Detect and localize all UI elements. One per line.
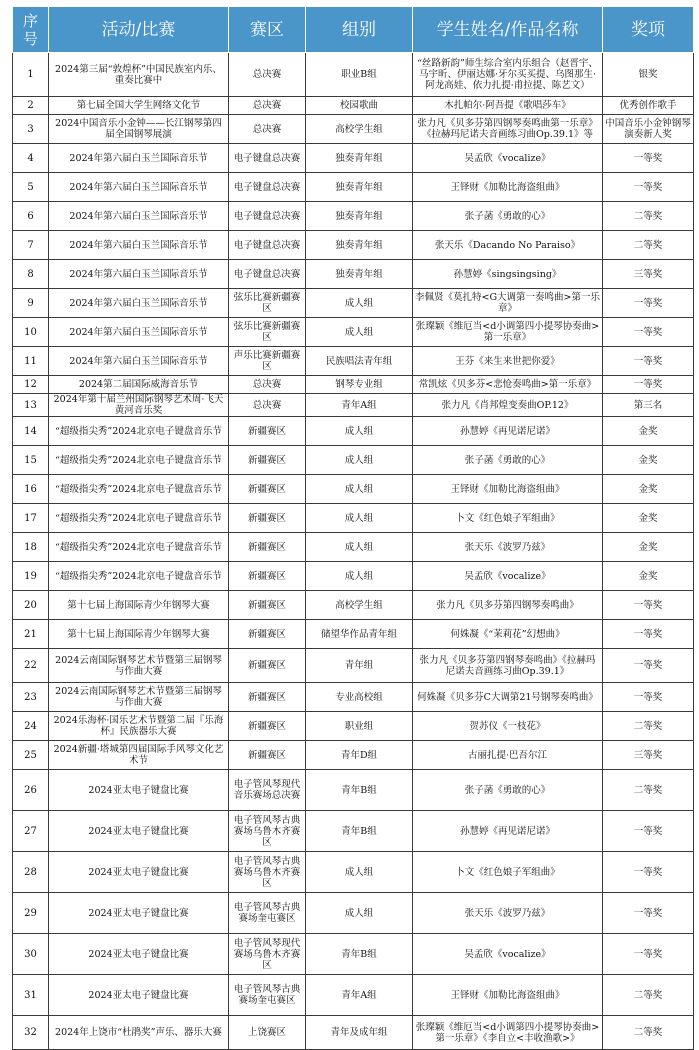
cell-group: 钢琴专业组 bbox=[306, 376, 413, 394]
cell-award: 一等奖 bbox=[603, 934, 694, 975]
cell-region: 新疆赛区 bbox=[229, 504, 306, 533]
cell-region: 新疆赛区 bbox=[229, 620, 306, 649]
table-row bbox=[13, 417, 694, 446]
cell-group: 高校学生组 bbox=[306, 115, 413, 144]
cell-no: 17 bbox=[13, 504, 49, 533]
header-row bbox=[13, 7, 694, 53]
table-row bbox=[13, 260, 694, 289]
cell-group: 职业组 bbox=[306, 712, 413, 741]
cell-event: 2024云南国际钢琴艺术节暨第三届钢琴与作曲大赛 bbox=[49, 649, 229, 683]
cell-no: 10 bbox=[13, 318, 49, 347]
cell-award: 三等奖 bbox=[603, 260, 694, 289]
cell-group: 成人组 bbox=[306, 318, 413, 347]
table-row bbox=[13, 712, 694, 741]
cell-region: 上饶赛区 bbox=[229, 1016, 306, 1050]
cell-event: 2024乐海杯·国乐艺术节暨第二届『乐海杯』民族器乐大赛 bbox=[49, 712, 229, 741]
cell-no: 14 bbox=[13, 417, 49, 446]
table-row bbox=[13, 852, 694, 893]
cell-no: 15 bbox=[13, 446, 49, 475]
cell-region: 总决赛 bbox=[229, 97, 306, 115]
cell-award: 中国音乐小金钟钢琴演奏新人奖 bbox=[603, 115, 694, 144]
cell-event: 2024亚太电子键盘比赛 bbox=[49, 934, 229, 975]
cell-group: 独奏青年组 bbox=[306, 260, 413, 289]
cell-work: 卜文《红色娘子军组曲》 bbox=[413, 852, 603, 893]
cell-group: 青年及成年组 bbox=[306, 1016, 413, 1050]
cell-award: 一等奖 bbox=[603, 289, 694, 318]
cell-event: 第七届全国大学生网络文化节 bbox=[49, 97, 229, 115]
cell-work: 张子菡《勇敢的心》 bbox=[413, 770, 603, 811]
cell-award: 第三名 bbox=[603, 394, 694, 417]
cell-work: 何姝凝《“茉莉花”幻想曲》 bbox=[413, 620, 603, 649]
cell-work: 孙慧婷《再见诺尼诺》 bbox=[413, 811, 603, 852]
cell-region: 电子管风琴古典赛场奎屯赛区 bbox=[229, 893, 306, 934]
table-row bbox=[13, 934, 694, 975]
cell-award: 一等奖 bbox=[603, 683, 694, 712]
cell-event: 2024亚太电子键盘比赛 bbox=[49, 893, 229, 934]
cell-region: 电子管风琴古典赛场乌鲁木齐赛区 bbox=[229, 811, 306, 852]
cell-work: 张天乐《波罗乃兹》 bbox=[413, 893, 603, 934]
cell-region: 总决赛 bbox=[229, 53, 306, 97]
cell-work: 张力凡《贝多芬第四钢琴奏鸣曲》 bbox=[413, 591, 603, 620]
cell-award: 一等奖 bbox=[603, 811, 694, 852]
cell-group: 青年组 bbox=[306, 649, 413, 683]
cell-region: 总决赛 bbox=[229, 115, 306, 144]
cell-region: 弦乐比赛新疆赛区 bbox=[229, 289, 306, 318]
cell-region: 新疆赛区 bbox=[229, 446, 306, 475]
cell-no: 20 bbox=[13, 591, 49, 620]
cell-work: 张璨颖《维厄当<d小调第四小提琴协奏曲>第一乐章》 bbox=[413, 318, 603, 347]
cell-award: 一等奖 bbox=[603, 852, 694, 893]
cell-no: 21 bbox=[13, 620, 49, 649]
awards-table bbox=[12, 6, 694, 1050]
header-group: 组别 bbox=[306, 7, 413, 53]
cell-work: 王铎财《加勒比海盗组曲》 bbox=[413, 173, 603, 202]
cell-no: 25 bbox=[13, 741, 49, 770]
cell-event: 2024年上饶市“杜鹃奖”声乐、器乐大赛 bbox=[49, 1016, 229, 1050]
cell-no: 23 bbox=[13, 683, 49, 712]
cell-event: 2024年第六届白玉兰国际音乐节 bbox=[49, 318, 229, 347]
cell-event: “超级指尖秀”2024北京电子键盘音乐节 bbox=[49, 417, 229, 446]
cell-group: 成人组 bbox=[306, 533, 413, 562]
table-row bbox=[13, 173, 694, 202]
cell-award: 金奖 bbox=[603, 446, 694, 475]
cell-work: 孙慧婷《再见诺尼诺》 bbox=[413, 417, 603, 446]
cell-award: 优秀创作歌手 bbox=[603, 97, 694, 115]
cell-award: 一等奖 bbox=[603, 347, 694, 376]
cell-no: 31 bbox=[13, 975, 49, 1016]
cell-no: 29 bbox=[13, 893, 49, 934]
cell-work: 李佩贤《莫扎特<G大调第一奏鸣曲>第一乐章》 bbox=[413, 289, 603, 318]
table-row bbox=[13, 144, 694, 173]
cell-region: 新疆赛区 bbox=[229, 683, 306, 712]
cell-event: 2024年第六届白玉兰国际音乐节 bbox=[49, 260, 229, 289]
cell-region: 新疆赛区 bbox=[229, 533, 306, 562]
awards-table-container bbox=[12, 6, 693, 1050]
table-row bbox=[13, 741, 694, 770]
table-row bbox=[13, 53, 694, 97]
cell-group: 成人组 bbox=[306, 475, 413, 504]
cell-event: “超级指尖秀”2024北京电子键盘音乐节 bbox=[49, 533, 229, 562]
cell-no: 24 bbox=[13, 712, 49, 741]
table-row bbox=[13, 231, 694, 260]
cell-award: 金奖 bbox=[603, 417, 694, 446]
cell-no: 30 bbox=[13, 934, 49, 975]
cell-region: 电子键盘总决赛 bbox=[229, 144, 306, 173]
header-region: 赛区 bbox=[229, 7, 306, 53]
cell-work: 贺苏仪《一枝花》 bbox=[413, 712, 603, 741]
awards-table-body bbox=[13, 53, 694, 1050]
table-row bbox=[13, 376, 694, 394]
cell-region: 电子管风琴现代赛场乌鲁木齐赛区 bbox=[229, 934, 306, 975]
cell-group: 青年A组 bbox=[306, 394, 413, 417]
cell-region: 新疆赛区 bbox=[229, 417, 306, 446]
cell-work: 张力凡《贝多芬第四钢琴奏鸣曲》《拉赫玛尼诺夫音画练习曲Op.39.1》 bbox=[413, 649, 603, 683]
cell-region: 新疆赛区 bbox=[229, 562, 306, 591]
header-no bbox=[13, 7, 49, 53]
cell-award: 二等奖 bbox=[603, 712, 694, 741]
header-work: 学生姓名/作品名称 bbox=[413, 7, 603, 53]
cell-group: 青年B组 bbox=[306, 811, 413, 852]
cell-event: 2024第三届“敦煌杯”中国民族室内乐、重奏比赛中 bbox=[49, 53, 229, 97]
table-row bbox=[13, 504, 694, 533]
cell-no: 6 bbox=[13, 202, 49, 231]
cell-work: 王铎财《加勒比海盗组曲》 bbox=[413, 975, 603, 1016]
cell-group: 民族唱法青年组 bbox=[306, 347, 413, 376]
cell-group: 独奏青年组 bbox=[306, 231, 413, 260]
cell-work: 吴孟欣《vocalize》 bbox=[413, 144, 603, 173]
cell-no: 12 bbox=[13, 376, 49, 394]
table-row bbox=[13, 562, 694, 591]
cell-region: 新疆赛区 bbox=[229, 591, 306, 620]
cell-award: 二等奖 bbox=[603, 231, 694, 260]
cell-region: 新疆赛区 bbox=[229, 475, 306, 504]
cell-work: 王芬《来生来世把你爱》 bbox=[413, 347, 603, 376]
cell-no: 3 bbox=[13, 115, 49, 144]
table-row bbox=[13, 591, 694, 620]
cell-event: 2024亚太电子键盘比赛 bbox=[49, 975, 229, 1016]
cell-group: 成人组 bbox=[306, 562, 413, 591]
cell-no: 28 bbox=[13, 852, 49, 893]
cell-group: 青年D组 bbox=[306, 741, 413, 770]
cell-group: 成人组 bbox=[306, 504, 413, 533]
cell-award: 金奖 bbox=[603, 475, 694, 504]
cell-group: 高校学生组 bbox=[306, 591, 413, 620]
cell-event: 2024亚太电子键盘比赛 bbox=[49, 852, 229, 893]
cell-region: 声乐比赛新疆赛区 bbox=[229, 347, 306, 376]
table-row bbox=[13, 683, 694, 712]
table-row bbox=[13, 97, 694, 115]
cell-event: 2024年第六届白玉兰国际音乐节 bbox=[49, 202, 229, 231]
cell-work: 张子菡《勇敢的心》 bbox=[413, 202, 603, 231]
cell-no: 16 bbox=[13, 475, 49, 504]
cell-work: 常凯炫《贝多芬<悲怆奏鸣曲>第一乐章》 bbox=[413, 376, 603, 394]
table-row bbox=[13, 1016, 694, 1050]
cell-group: 独奏青年组 bbox=[306, 173, 413, 202]
cell-event: 2024第二届国际威海音乐节 bbox=[49, 376, 229, 394]
cell-no: 1 bbox=[13, 53, 49, 97]
cell-work: 张天乐《Dacando No Paraiso》 bbox=[413, 231, 603, 260]
table-row bbox=[13, 446, 694, 475]
table-row bbox=[13, 289, 694, 318]
cell-work: 吴孟欣《vocalize》 bbox=[413, 562, 603, 591]
table-row bbox=[13, 475, 694, 504]
cell-award: 一等奖 bbox=[603, 649, 694, 683]
cell-work: 张天乐《波罗乃兹》 bbox=[413, 533, 603, 562]
cell-no: 7 bbox=[13, 231, 49, 260]
cell-award: 一等奖 bbox=[603, 591, 694, 620]
cell-award: 三等奖 bbox=[603, 741, 694, 770]
cell-award: 一等奖 bbox=[603, 376, 694, 394]
cell-event: “超级指尖秀”2024北京电子键盘音乐节 bbox=[49, 446, 229, 475]
table-row bbox=[13, 649, 694, 683]
cell-group: 成人组 bbox=[306, 289, 413, 318]
cell-work: 木扎帕尔·阿吾提《歌唱莎车》 bbox=[413, 97, 603, 115]
cell-no: 27 bbox=[13, 811, 49, 852]
cell-event: 2024年第六届白玉兰国际音乐节 bbox=[49, 173, 229, 202]
cell-work: 孙慧婷《singsingsing》 bbox=[413, 260, 603, 289]
cell-event: 2024中国音乐小金钟——长江钢琴第四届全国钢琴展演 bbox=[49, 115, 229, 144]
header-no-label: 序号 bbox=[22, 11, 38, 48]
cell-event: 2024年第六届白玉兰国际音乐节 bbox=[49, 144, 229, 173]
cell-work: 张力凡《贝多芬第四钢琴奏鸣曲第一乐章》《拉赫玛尼诺夫音画练习曲Op.39.1》等 bbox=[413, 115, 603, 144]
cell-group: 职业B组 bbox=[306, 53, 413, 97]
cell-award: 一等奖 bbox=[603, 620, 694, 649]
cell-region: 电子键盘总决赛 bbox=[229, 202, 306, 231]
cell-award: 金奖 bbox=[603, 504, 694, 533]
cell-no: 11 bbox=[13, 347, 49, 376]
cell-work: 张力凡《肖邦煌变奏曲OP.12》 bbox=[413, 394, 603, 417]
cell-region: 新疆赛区 bbox=[229, 741, 306, 770]
cell-award: 二等奖 bbox=[603, 975, 694, 1016]
table-row bbox=[13, 770, 694, 811]
cell-group: 独奏青年组 bbox=[306, 144, 413, 173]
table-row bbox=[13, 811, 694, 852]
cell-region: 电子键盘总决赛 bbox=[229, 231, 306, 260]
cell-group: 青年A组 bbox=[306, 975, 413, 1016]
cell-region: 电子键盘总决赛 bbox=[229, 173, 306, 202]
cell-event: 2024云南国际钢琴艺术节暨第三届钢琴与作曲大赛 bbox=[49, 683, 229, 712]
cell-group: 成人组 bbox=[306, 852, 413, 893]
cell-award: 金奖 bbox=[603, 562, 694, 591]
cell-award: 一等奖 bbox=[603, 893, 694, 934]
cell-region: 电子管风琴古典赛场奎屯赛区 bbox=[229, 975, 306, 1016]
table-row bbox=[13, 893, 694, 934]
cell-no: 9 bbox=[13, 289, 49, 318]
cell-work: 古丽扎提·巴吾尔江 bbox=[413, 741, 603, 770]
table-row bbox=[13, 533, 694, 562]
cell-event: 2024亚太电子键盘比赛 bbox=[49, 811, 229, 852]
cell-group: 独奏青年组 bbox=[306, 202, 413, 231]
cell-group: 青年B组 bbox=[306, 934, 413, 975]
table-row bbox=[13, 620, 694, 649]
cell-region: 新疆赛区 bbox=[229, 712, 306, 741]
cell-event: “超级指尖秀”2024北京电子键盘音乐节 bbox=[49, 475, 229, 504]
header-award: 奖项 bbox=[603, 7, 694, 53]
cell-region: 电子管风琴现代音乐赛场总决赛 bbox=[229, 770, 306, 811]
cell-work: 张子菡《勇敢的心》 bbox=[413, 446, 603, 475]
cell-work: 何姝凝《贝多芬C大调第21号钢琴奏鸣曲》 bbox=[413, 683, 603, 712]
cell-award: 二等奖 bbox=[603, 202, 694, 231]
cell-event: 2024年第十届兰州国际钢琴艺术周·飞天黄河音乐奖 bbox=[49, 394, 229, 417]
header-event: 活动/比赛 bbox=[49, 7, 229, 53]
cell-region: 新疆赛区 bbox=[229, 649, 306, 683]
cell-event: 2024年第六届白玉兰国际音乐节 bbox=[49, 289, 229, 318]
cell-group: 专业高校组 bbox=[306, 683, 413, 712]
table-row bbox=[13, 115, 694, 144]
cell-no: 8 bbox=[13, 260, 49, 289]
cell-no: 19 bbox=[13, 562, 49, 591]
cell-group: 成人组 bbox=[306, 893, 413, 934]
cell-no: 32 bbox=[13, 1016, 49, 1050]
table-row bbox=[13, 394, 694, 417]
cell-award: 银奖 bbox=[603, 53, 694, 97]
cell-award: 二等奖 bbox=[603, 1016, 694, 1050]
cell-award: 二等奖 bbox=[603, 770, 694, 811]
cell-work: 王铎财《加勒比海盗组曲》 bbox=[413, 475, 603, 504]
cell-no: 18 bbox=[13, 533, 49, 562]
cell-no: 5 bbox=[13, 173, 49, 202]
cell-group: 校园歌曲 bbox=[306, 97, 413, 115]
cell-group: 成人组 bbox=[306, 446, 413, 475]
cell-work: 张璨颖《维厄当<d小调第四小提琴协奏曲>第一乐章》《李自立<丰收渔歌>》 bbox=[413, 1016, 603, 1050]
cell-award: 金奖 bbox=[603, 533, 694, 562]
cell-event: “超级指尖秀”2024北京电子键盘音乐节 bbox=[49, 504, 229, 533]
cell-no: 26 bbox=[13, 770, 49, 811]
cell-group: 储望华作品青年组 bbox=[306, 620, 413, 649]
cell-award: 一等奖 bbox=[603, 173, 694, 202]
cell-event: 2024年第六届白玉兰国际音乐节 bbox=[49, 347, 229, 376]
cell-award: 一等奖 bbox=[603, 144, 694, 173]
cell-work: “丝路新韵”师生综合室内乐组合（赵晋宇、马宇昕、伊丽达娜·牙尔买买提、乌图那生·阿龙高娃、依力扎提·甫拉提、陈艺文） bbox=[413, 53, 603, 97]
table-row bbox=[13, 347, 694, 376]
table-row bbox=[13, 318, 694, 347]
cell-event: 2024亚太电子键盘比赛 bbox=[49, 770, 229, 811]
cell-no: 22 bbox=[13, 649, 49, 683]
cell-event: 2024新疆·塔城第四届国际手风琴文化艺术节 bbox=[49, 741, 229, 770]
cell-work: 吴孟欣《vocalize》 bbox=[413, 934, 603, 975]
cell-region: 弦乐比赛新疆赛区 bbox=[229, 318, 306, 347]
cell-event: “超级指尖秀”2024北京电子键盘音乐节 bbox=[49, 562, 229, 591]
cell-no: 4 bbox=[13, 144, 49, 173]
cell-event: 第十七届上海国际青少年钢琴大赛 bbox=[49, 620, 229, 649]
cell-award: 一等奖 bbox=[603, 318, 694, 347]
cell-region: 总决赛 bbox=[229, 376, 306, 394]
cell-event: 2024年第六届白玉兰国际音乐节 bbox=[49, 231, 229, 260]
cell-no: 13 bbox=[13, 394, 49, 417]
table-row bbox=[13, 975, 694, 1016]
table-row bbox=[13, 202, 694, 231]
cell-group: 青年B组 bbox=[306, 770, 413, 811]
cell-group: 成人组 bbox=[306, 417, 413, 446]
cell-region: 电子键盘总决赛 bbox=[229, 260, 306, 289]
cell-work: 卜文《红色娘子军组曲》 bbox=[413, 504, 603, 533]
cell-event: 第十七届上海国际青少年钢琴大赛 bbox=[49, 591, 229, 620]
cell-region: 电子管风琴古典赛场乌鲁木齐赛区 bbox=[229, 852, 306, 893]
cell-no: 2 bbox=[13, 97, 49, 115]
cell-region: 总决赛 bbox=[229, 394, 306, 417]
